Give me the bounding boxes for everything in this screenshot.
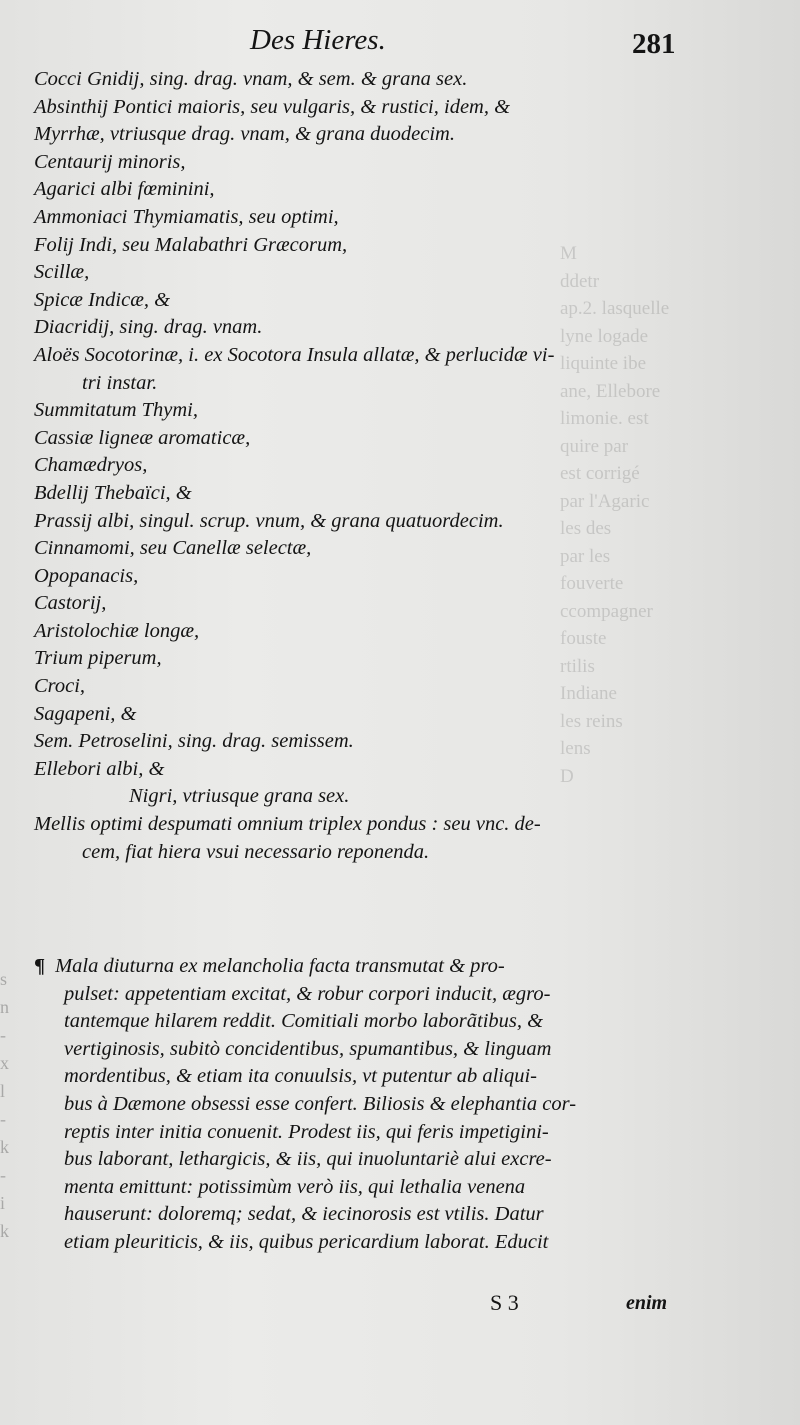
recipe-line-continuation: cem, fiat hiera vsui necessario reponenda. — [82, 840, 430, 863]
paragraph-line: hauserunt: doloremq; sedat, & iecinorosis est vtilis. Datur — [64, 1203, 544, 1226]
recipe-line: Folij Indi, seu Malabathri Græcorum, — [34, 233, 348, 256]
recipe-line: Mellis optimi despumati omnium triplex pondus : seu vnc. de- — [34, 813, 541, 836]
paragraph-line: ¶ Mala diuturna ex melancholia facta transmutat & pro- — [34, 955, 505, 977]
recipe-line: Bdellij Thebaïci, & — [34, 481, 192, 504]
recipe-line-continuation: tri instar. — [82, 371, 158, 394]
signature-mark: S 3 — [490, 1290, 519, 1315]
paragraph-line: bus laborant, lethargicis, & iis, qui inuoluntariè alui excre- — [64, 1148, 552, 1171]
virtues-paragraph — [34, 953, 690, 1257]
recipe-line: Prassij albi, singul. scrup. vnum, & grana quatuordecim. — [34, 509, 504, 532]
paragraph-line: pulset: appetentiam excitat, & robur corpori inducit, ægro- — [64, 982, 551, 1005]
paragraph-line: tantemque hilarem reddit. Comitiali morbo laborãtibus, & — [64, 1010, 544, 1033]
recipe-line: Croci, — [34, 675, 86, 698]
recipe-line: Ellebori albi, & — [34, 757, 165, 780]
page-number: 281 — [632, 28, 676, 60]
recipe-line: Myrrhæ, vtriusque drag. vnam, & grana duodecim. — [34, 123, 455, 146]
page-footer — [0, 1290, 800, 1330]
recipe-line: Summitatum Thymi, — [34, 399, 198, 422]
paragraph-line: bus à Dæmone obsessi esse confert. Biliosis & elephantia cor- — [64, 1092, 577, 1115]
recipe-line: Aristolochiæ longæ, — [34, 619, 200, 642]
recipe-line: Absinthij Pontici maioris, seu vulgaris, & rustici, idem, & — [34, 95, 511, 118]
recipe-line: Scillæ, — [34, 261, 90, 284]
paragraph-line: menta emittunt: potissimùm verò iis, qui lethalia venena — [64, 1175, 526, 1198]
recipe-line: Spicæ Indicæ, & — [34, 288, 171, 311]
recipe-line: Sagapeni, & — [34, 702, 137, 725]
recipe-line: Aloës Socotorinæ, i. ex Socotora Insula allatæ, & perlucidæ vi- — [34, 343, 555, 366]
paragraph-line: reptis inter initia conuenit. Prodest iis, qui feris impetigini- — [64, 1120, 549, 1143]
page-header — [0, 20, 800, 64]
pilcrow-icon: ¶ — [34, 955, 46, 977]
recipe-line: Diacridij, sing. drag. vnam. — [34, 316, 263, 339]
running-head: Des Hieres. — [250, 24, 386, 56]
recipe-ingredient-list — [34, 66, 694, 866]
bleed-through-margin: s n - x l - k - i k — [0, 969, 9, 1241]
recipe-line: Centaurij minoris, — [34, 150, 186, 173]
recipe-line-indented: Nigri, vtriusque grana sex. — [129, 785, 350, 808]
recipe-line: Trium piperum, — [34, 647, 162, 670]
paragraph-line: vertiginosis, subitò concidentibus, spumantibus, & linguam — [64, 1037, 552, 1060]
recipe-line: Cassiæ ligneæ aromaticæ, — [34, 426, 251, 449]
recipe-line: Ammoniaci Thymiamatis, seu optimi, — [34, 205, 339, 228]
recipe-line: Sem. Petroselini, sing. drag. semissem. — [34, 730, 354, 753]
recipe-line: Chamædryos, — [34, 454, 148, 477]
recipe-line: Cocci Gnidij, sing. drag. vnam, & sem. & grana sex. — [34, 68, 468, 90]
bleed-through-texture: M ddetr ap.2. lasquelle lyne logade liquinte ibe ane, Ellebore limonie. est quire par est corrigé par l'Agaric les des par les fouverte ccompagner fouste rtilis Indiane les reins lens D — [560, 243, 670, 787]
paragraph-line: mordentibus, & etiam ita conuulsis, vt putentur ab aliqui- — [64, 1065, 537, 1088]
recipe-line: Agarici albi fœminini, — [34, 178, 215, 201]
recipe-line: Opopanacis, — [34, 564, 139, 587]
recipe-line: Cinnamomi, seu Canellæ selectæ, — [34, 537, 312, 560]
paragraph-line: etiam pleuriticis, & iis, quibus pericardium laborat. Educit — [64, 1230, 549, 1253]
recipe-line: Castorij, — [34, 592, 107, 615]
catchword: enim — [626, 1292, 668, 1314]
